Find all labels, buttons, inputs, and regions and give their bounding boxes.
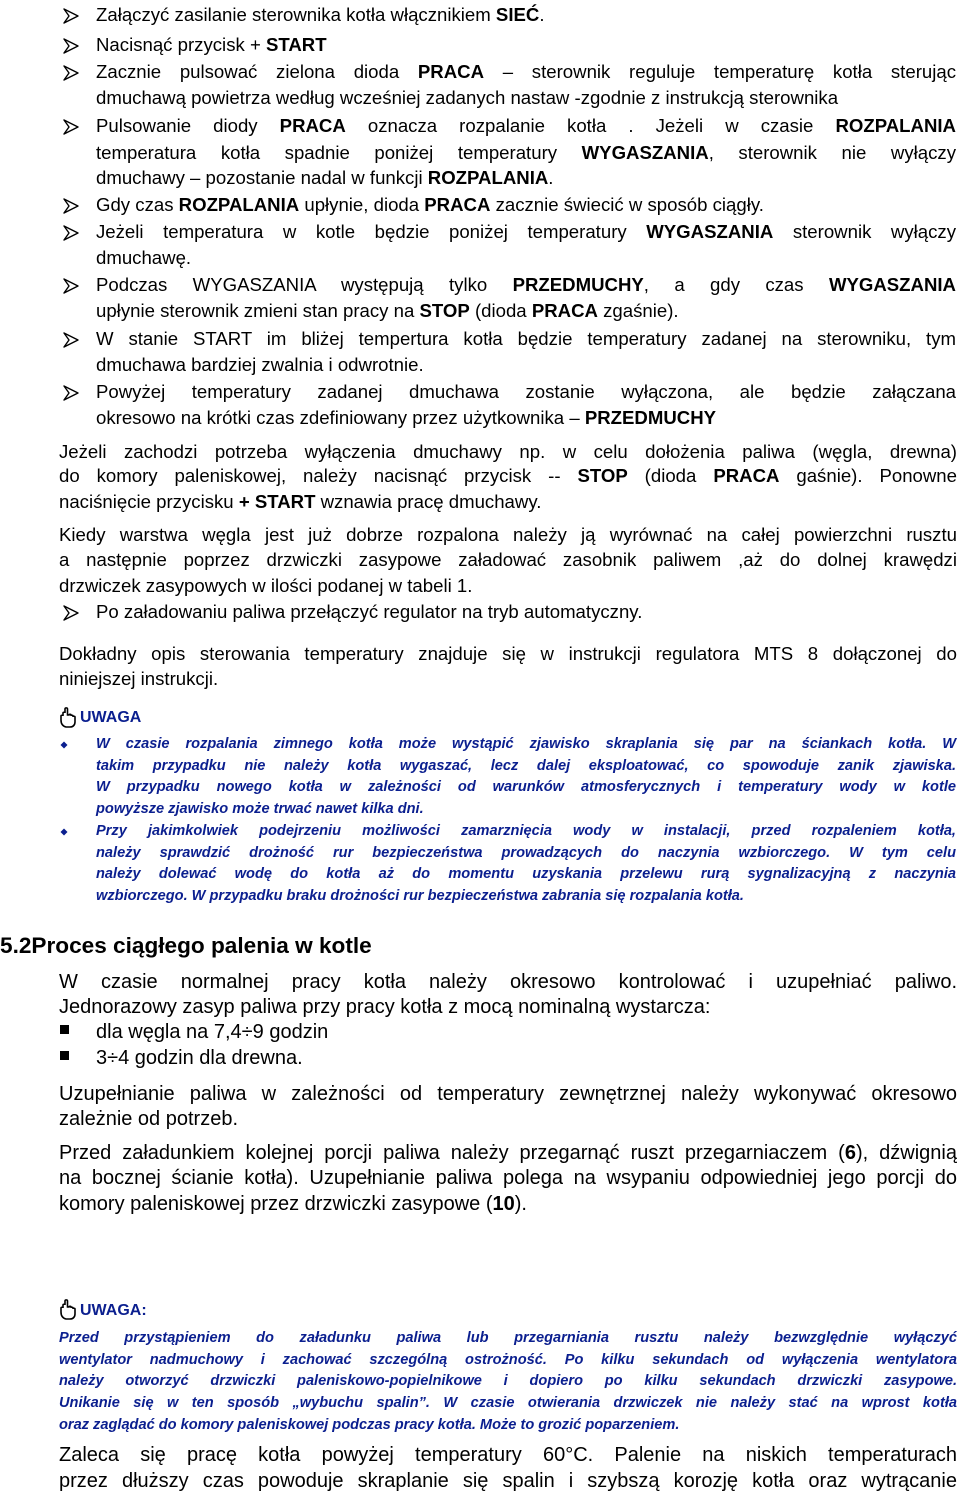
paragraph-line: [59, 490, 957, 514]
warning-text-line: powyższe zjawisko może trwać nawet kilka dni.: [96, 800, 424, 817]
list-item-text: [96, 273, 956, 297]
list-item-text: [96, 380, 956, 404]
text-run: dmuchawa bardziej zwalnia i odwrotnie.: [96, 354, 424, 375]
paragraph-line: [59, 1192, 957, 1216]
warning-text-line: takim przypadku nie należy kotła wygaszać, lecz dalej eksploatować, co spowoduje zanik zjawiska.: [96, 757, 956, 774]
text-run: niniejszej instrukcji.: [59, 668, 219, 689]
pointing-hand-icon: [58, 707, 80, 729]
text-run: sterownik wyłączy: [773, 221, 957, 242]
paragraph-line: W czasie normalnej pracy kotła należy okresowo kontrolować i uzupełniać paliwo.: [59, 971, 957, 993]
text-run: – sterownik reguluje temperaturę kotła sterując: [484, 61, 956, 82]
text-run: Podczas WYGASZANIA występują tylko: [96, 274, 513, 295]
bold-keyword: START: [265, 34, 327, 55]
list-item-text: [96, 166, 956, 190]
paragraph-line: zależnie od potrzeb.: [59, 1108, 239, 1130]
paragraph-line: [59, 464, 957, 488]
text-run: Gdy czas: [96, 194, 179, 215]
text-run: Kiedy warstwa węgla jest już dobrze rozpalona należy ją wyrównać na całej powierzchni rusztu: [59, 524, 957, 545]
text-run: oznacza rozpalanie kotła . Jeżeli w czasie: [345, 115, 836, 136]
bold-keyword: PRACA: [279, 115, 346, 136]
warning-text-line: Przy jakimkolwiek podejrzeniu możliwości zamarznięcia wody w instalacji, przed rozpaleniem kotła,: [96, 823, 956, 839]
bold-keyword: WYGASZANIA: [581, 142, 709, 163]
bold-keyword: ROZPALANIA: [178, 194, 300, 215]
paragraph-line: [59, 1141, 957, 1165]
bold-keyword: 6: [844, 1142, 856, 1164]
bold-keyword: ROZPALANIA: [835, 115, 956, 136]
paragraph-line: [59, 667, 218, 691]
square-bullet-icon: [60, 1051, 69, 1060]
text-run: , sterownik nie wyłączy: [708, 142, 956, 163]
bold-keyword: WYGASZANIA: [646, 221, 774, 242]
arrow-bullet-icon: [62, 384, 80, 402]
arrow-bullet-icon: [62, 64, 80, 82]
arrow-bullet-icon: [62, 118, 80, 136]
paragraph-line: przez dłuższy czas powoduje skraplanie się spalin i szybszą korozję kotła oraz wytrącanie: [59, 1470, 957, 1492]
warning-text-line: W czasie rozpalania zimnego kotła może wystąpić zjawisko skraplania się par na ściankach kotła. W: [96, 736, 956, 752]
bold-keyword: SIEĆ: [495, 4, 540, 25]
text-run: Przed załadunkiem kolejnej porcji paliwa należy przegarnąć ruszt przegarniaczem (: [59, 1142, 845, 1164]
list-item-text: [96, 327, 956, 351]
text-run: dmuchawę.: [96, 247, 192, 268]
arrow-bullet-icon: [62, 277, 80, 295]
warning-text-line: wentylator nadmuchowy i zachować szczególną ostrożność. Po kilku sekundach od wyłączenia wentylatora: [59, 1351, 957, 1368]
text-run: okresowo na krótki czas zdefiniowany przez użytkownika –: [96, 407, 585, 428]
arrow-bullet-icon: [62, 604, 80, 622]
paragraph-line: [59, 642, 957, 666]
text-run: Nacisnąć przycisk +: [96, 34, 266, 55]
bold-keyword: STOP: [419, 300, 470, 321]
text-run: Zacznie pulsować zielona dioda: [96, 61, 418, 82]
warning-label: UWAGA:: [80, 1302, 147, 1319]
text-run: ).: [514, 1193, 527, 1215]
section-heading: 5.2Proces ciągłego palenia w kotle: [0, 933, 372, 958]
text-run: naciśnięcie przycisku: [59, 491, 239, 512]
bold-keyword: STOP: [577, 465, 628, 486]
paragraph-line: Zaleca się pracę kotła powyżej temperatury 60°C. Palenie na niskich temperaturach: [59, 1444, 957, 1466]
list-item-text: dla węgla na 7,4÷9 godzin: [96, 1021, 329, 1043]
bold-keyword: PRZEDMUCHY: [584, 407, 717, 428]
paragraph-line: [59, 548, 957, 572]
list-item-text: [96, 353, 956, 377]
list-item-text: [96, 86, 956, 110]
text-run: dmuchawy – pozostanie nadal w funkcji: [96, 167, 428, 188]
warning-text-line: oraz zaglądać do komory paleniskowej podczas pracy kotła. Może to grozić poparzeniem.: [59, 1416, 680, 1433]
list-item-text: [96, 406, 956, 430]
text-run: dmuchawą powietrza według wcześniej zadanych nastaw -zgodnie z instrukcją sterownika: [96, 87, 839, 108]
text-run: na bocznej ścianie kotła). Uzupełnianie paliwa polega na wsypaniu odpowiedniej jego porcji do: [59, 1167, 957, 1189]
warning-text-line: należy dolewać wodę do kotła aż do momentu uzyskania przelewu rurą sygnalizacyjną z naczynia: [96, 866, 956, 882]
list-item-text: 3÷4 godzin dla drewna.: [96, 1047, 303, 1069]
text-run: komory paleniskowej przez drzwiczki zasypowe (: [59, 1193, 493, 1215]
paragraph-line: Uzupełnianie paliwa w zależności od temperatury zewnętrznej należy wykonywać okresowo: [59, 1083, 957, 1105]
text-run: Jeżeli zachodzi potrzeba wyłączenia dmuchawy np. w celu dołożenia paliwa (węgla, drewna): [59, 441, 957, 462]
text-run: Dokładny opis sterowania temperatury znajduje się w instrukcji regulatora MTS 8 dołączonej do: [59, 643, 957, 664]
bold-keyword: 10: [492, 1193, 515, 1215]
warning-text-line: wzbiorczego. W przypadku braku drożności rur bezpieczeństwa zabrania się rozpalania kotła.: [96, 887, 744, 904]
bold-keyword: WYGASZANIA: [828, 274, 956, 295]
text-run: upłynie, dioda: [299, 194, 425, 215]
text-run: zgaśnie).: [597, 300, 679, 321]
warning-text-line: należy otworzyć drzwiczki paleniskowo-popielnikowe i dopiero po kilku sekundach drzwiczki zasypowe.: [59, 1373, 957, 1390]
text-run: (dioda: [627, 465, 714, 486]
text-run: drzwiczek zasypowych w ilości podanej w tabeli 1.: [59, 575, 473, 596]
list-item-text: [96, 246, 956, 270]
paragraph-line: [59, 574, 957, 598]
pointing-hand-icon: [58, 1299, 80, 1321]
paragraph-line: [59, 523, 957, 547]
text-run: temperatura kotła spadnie poniżej temperatury: [96, 142, 582, 163]
arrow-bullet-icon: [62, 7, 80, 25]
list-item-text: [96, 33, 956, 57]
warning-text-line: należy sprawdzić drożność rur bezpieczeństwa prowadzących do naczynia wzbiorczego. W tym celu: [96, 844, 956, 861]
text-run: gaśnie). Ponowne: [779, 465, 957, 486]
warning-text-line: Unikanie się w ten sposób „wybuchu spalin”. W czasie otwierania drzwiczek nie należy stać na wprost kotła: [59, 1395, 957, 1412]
warning-label: UWAGA: [80, 709, 142, 726]
list-item-text: [96, 220, 956, 244]
diamond-bullet-icon: [60, 828, 68, 836]
square-bullet-icon: [60, 1025, 69, 1034]
bold-keyword: + START: [238, 491, 316, 512]
bold-keyword: PRACA: [713, 465, 780, 486]
bold-keyword: ROZPALANIA: [427, 167, 549, 188]
text-run: ), dźwignią: [855, 1142, 957, 1164]
list-item-text: [96, 114, 956, 138]
text-run: Powyżej temperatury zadanej dmuchawa zostanie wyłączona, ale będzie załączana: [96, 381, 956, 402]
paragraph-line: [59, 440, 957, 464]
text-run: , a gdy czas: [643, 274, 829, 295]
list-item-text: [96, 60, 956, 84]
bold-keyword: PRACA: [417, 61, 485, 82]
text-run: upłynie sterownik zmieni stan pracy na: [96, 300, 420, 321]
text-run: a następnie poprzez drzwiczki zasypowe załadować zasobnik paliwem ,aż do dolnej krawędzi: [59, 549, 957, 570]
arrow-bullet-icon: [62, 197, 80, 215]
arrow-bullet-icon: [62, 331, 80, 349]
text-run: do komory paleniskowej, należy nacisnąć przycisk --: [59, 465, 578, 486]
paragraph-line: [59, 1166, 957, 1190]
text-run: Pulsowanie diody: [96, 115, 280, 136]
list-item-text: Po załadowaniu paliwa przełączyć regulator na tryb automatyczny.: [96, 601, 643, 622]
list-item-text: [96, 3, 956, 27]
text-run: wznawia pracę dmuchawy.: [315, 491, 542, 512]
bold-keyword: PRACA: [531, 300, 598, 321]
text-run: (dioda: [469, 300, 532, 321]
text-run: W stanie START im bliżej tempertura kotła będzie temperatury zadanej na sterowniku, tym: [96, 328, 956, 349]
bold-keyword: PRACA: [424, 194, 491, 215]
arrow-bullet-icon: [62, 224, 80, 242]
paragraph-line: Jednorazowy zasyp paliwa przy pracy kotła z mocą nominalną wystarcza:: [59, 996, 711, 1018]
list-item-text: [96, 299, 956, 323]
text-run: .: [548, 167, 554, 188]
list-item-text: [96, 141, 956, 165]
text-run: Jeżeli temperatura w kotle będzie poniżej temperatury: [96, 221, 647, 242]
arrow-bullet-icon: [62, 37, 80, 55]
text-run: .: [539, 4, 545, 25]
list-item-text: [96, 193, 956, 217]
warning-text-line: W przypadku nowego kotła w zależności od warunków atmosferycznych i temperatury wody w kotle: [96, 779, 956, 795]
text-run: zacznie świecić w sposób ciągły.: [490, 194, 764, 215]
bold-keyword: PRZEDMUCHY: [512, 274, 644, 295]
text-run: Załączyć zasilanie sterownika kotła włącznikiem: [96, 4, 496, 25]
warning-text-line: Przed przystąpieniem do załadunku paliwa lub przegarniania rusztu należy bezwzględnie wyłączyć: [59, 1330, 957, 1346]
diamond-bullet-icon: [60, 741, 68, 749]
